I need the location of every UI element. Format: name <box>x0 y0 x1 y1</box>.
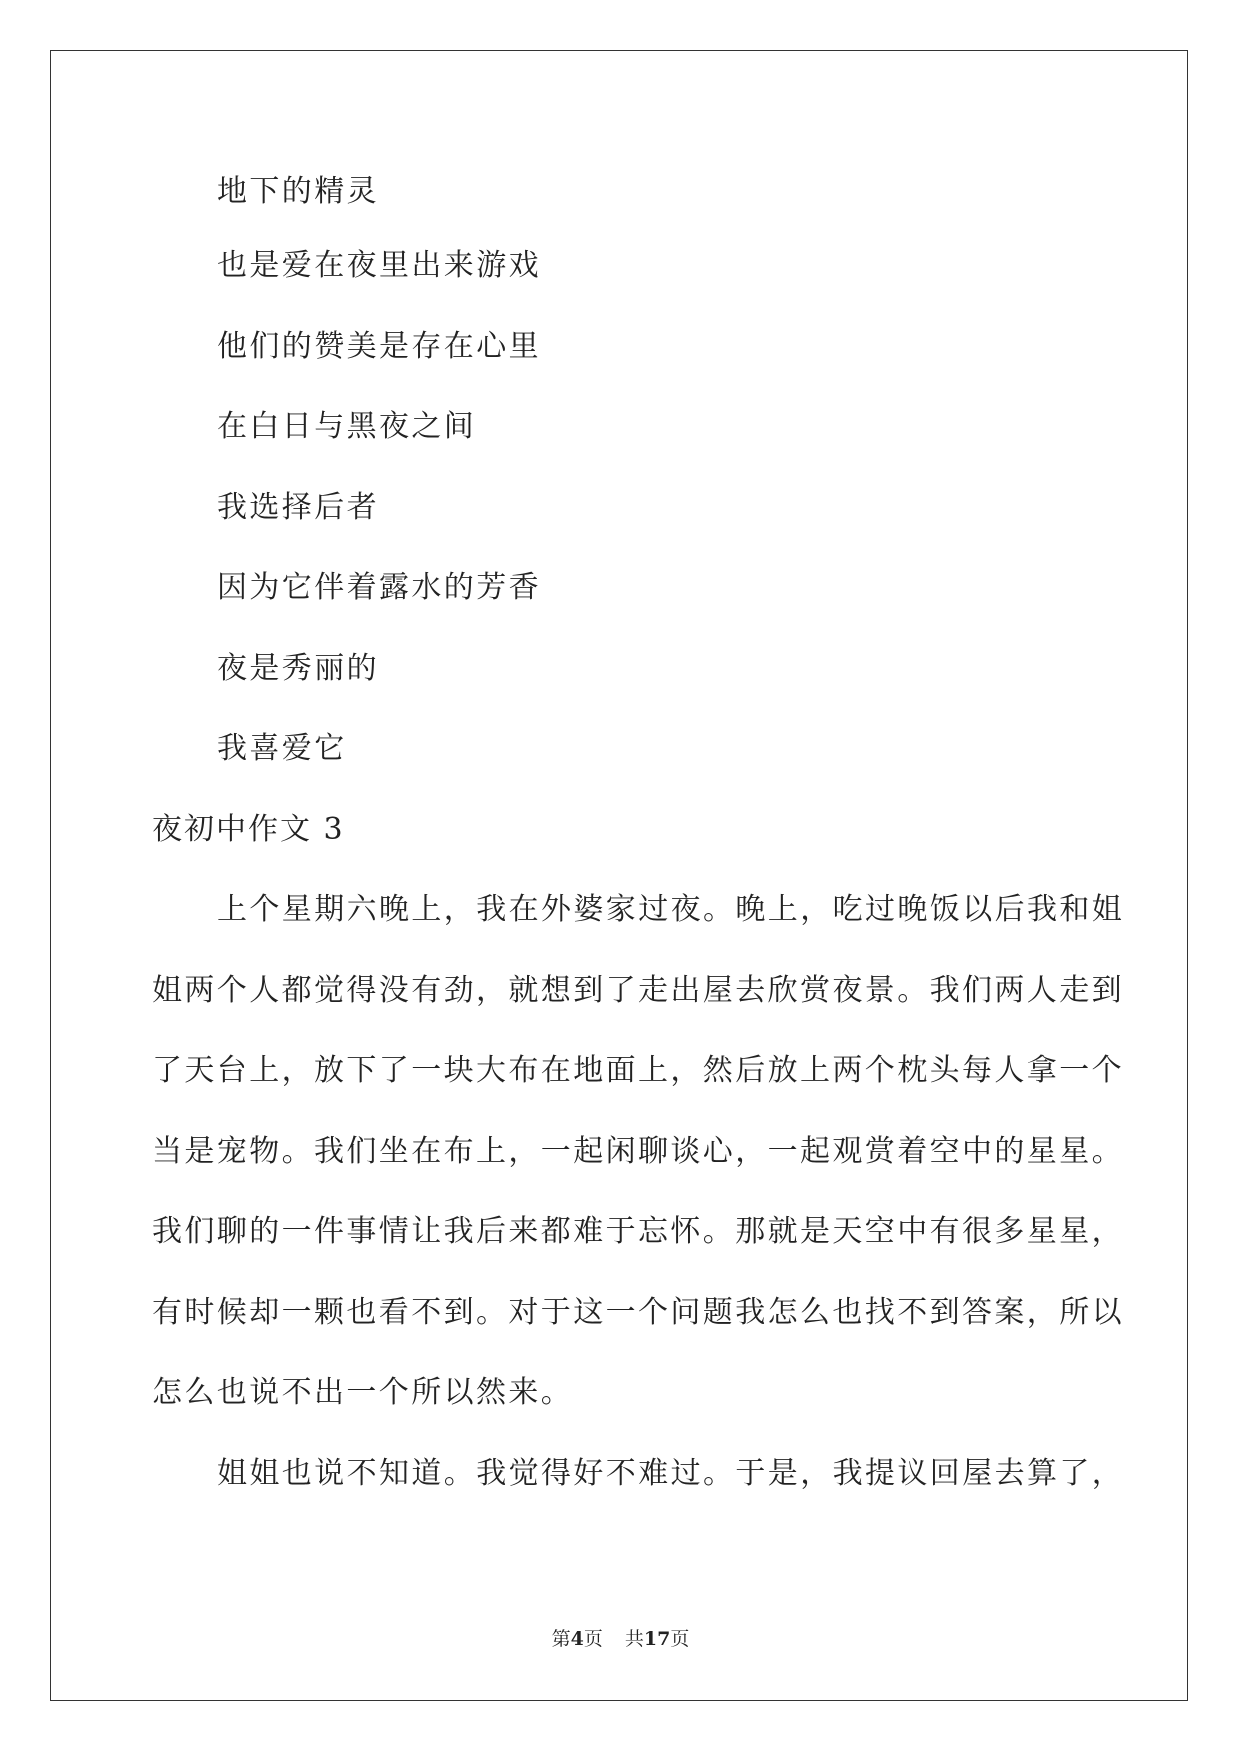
paragraph-line: 当是宠物。我们坐在布上，一起闲聊谈心，一起观赏着空中的星星。 <box>152 1134 1124 1169</box>
poem-line: 夜是秀丽的 <box>217 651 379 686</box>
total-pages: 17 <box>643 1628 671 1650</box>
poem-line: 我喜爱它 <box>217 731 347 766</box>
total-prefix: 共 <box>624 1628 644 1650</box>
page-suffix: 页 <box>583 1628 603 1650</box>
total-suffix: 页 <box>670 1628 690 1650</box>
paragraph-line: 有时候却一颗也看不到。对于这一个问题我怎么也找不到答案，所以 <box>152 1295 1124 1330</box>
poem-line: 也是爱在夜里出来游戏 <box>217 248 541 283</box>
paragraph-line: 姐姐也说不知道。我觉得好不难过。于是，我提议回屋去算了， <box>217 1456 1125 1491</box>
poem-line: 他们的赞美是存在心里 <box>217 329 541 364</box>
page-footer <box>0 1626 1241 1652</box>
section-heading: 夜初中作文 3 <box>152 812 345 847</box>
page-prefix: 第 <box>551 1628 571 1650</box>
paragraph-line: 我们聊的一件事情让我后来都难于忘怀。那就是天空中有很多星星， <box>152 1214 1124 1249</box>
paragraph-line: 姐两个人都觉得没有劲，就想到了走出屋去欣赏夜景。我们两人走到 <box>152 973 1124 1008</box>
paragraph-line: 了天台上，放下了一块大布在地面上，然后放上两个枕头每人拿一个 <box>152 1053 1124 1088</box>
poem-line: 我选择后者 <box>217 490 379 525</box>
poem-line: 地下的精灵 <box>217 174 379 209</box>
paragraph-line: 怎么也说不出一个所以然来。 <box>152 1375 574 1410</box>
paragraph-line: 上个星期六晚上，我在外婆家过夜。晚上，吃过晚饭以后我和姐 <box>217 892 1125 927</box>
page-number: 4 <box>570 1628 584 1650</box>
poem-line: 因为它伴着露水的芳香 <box>217 570 541 605</box>
poem-line: 在白日与黑夜之间 <box>217 409 477 444</box>
